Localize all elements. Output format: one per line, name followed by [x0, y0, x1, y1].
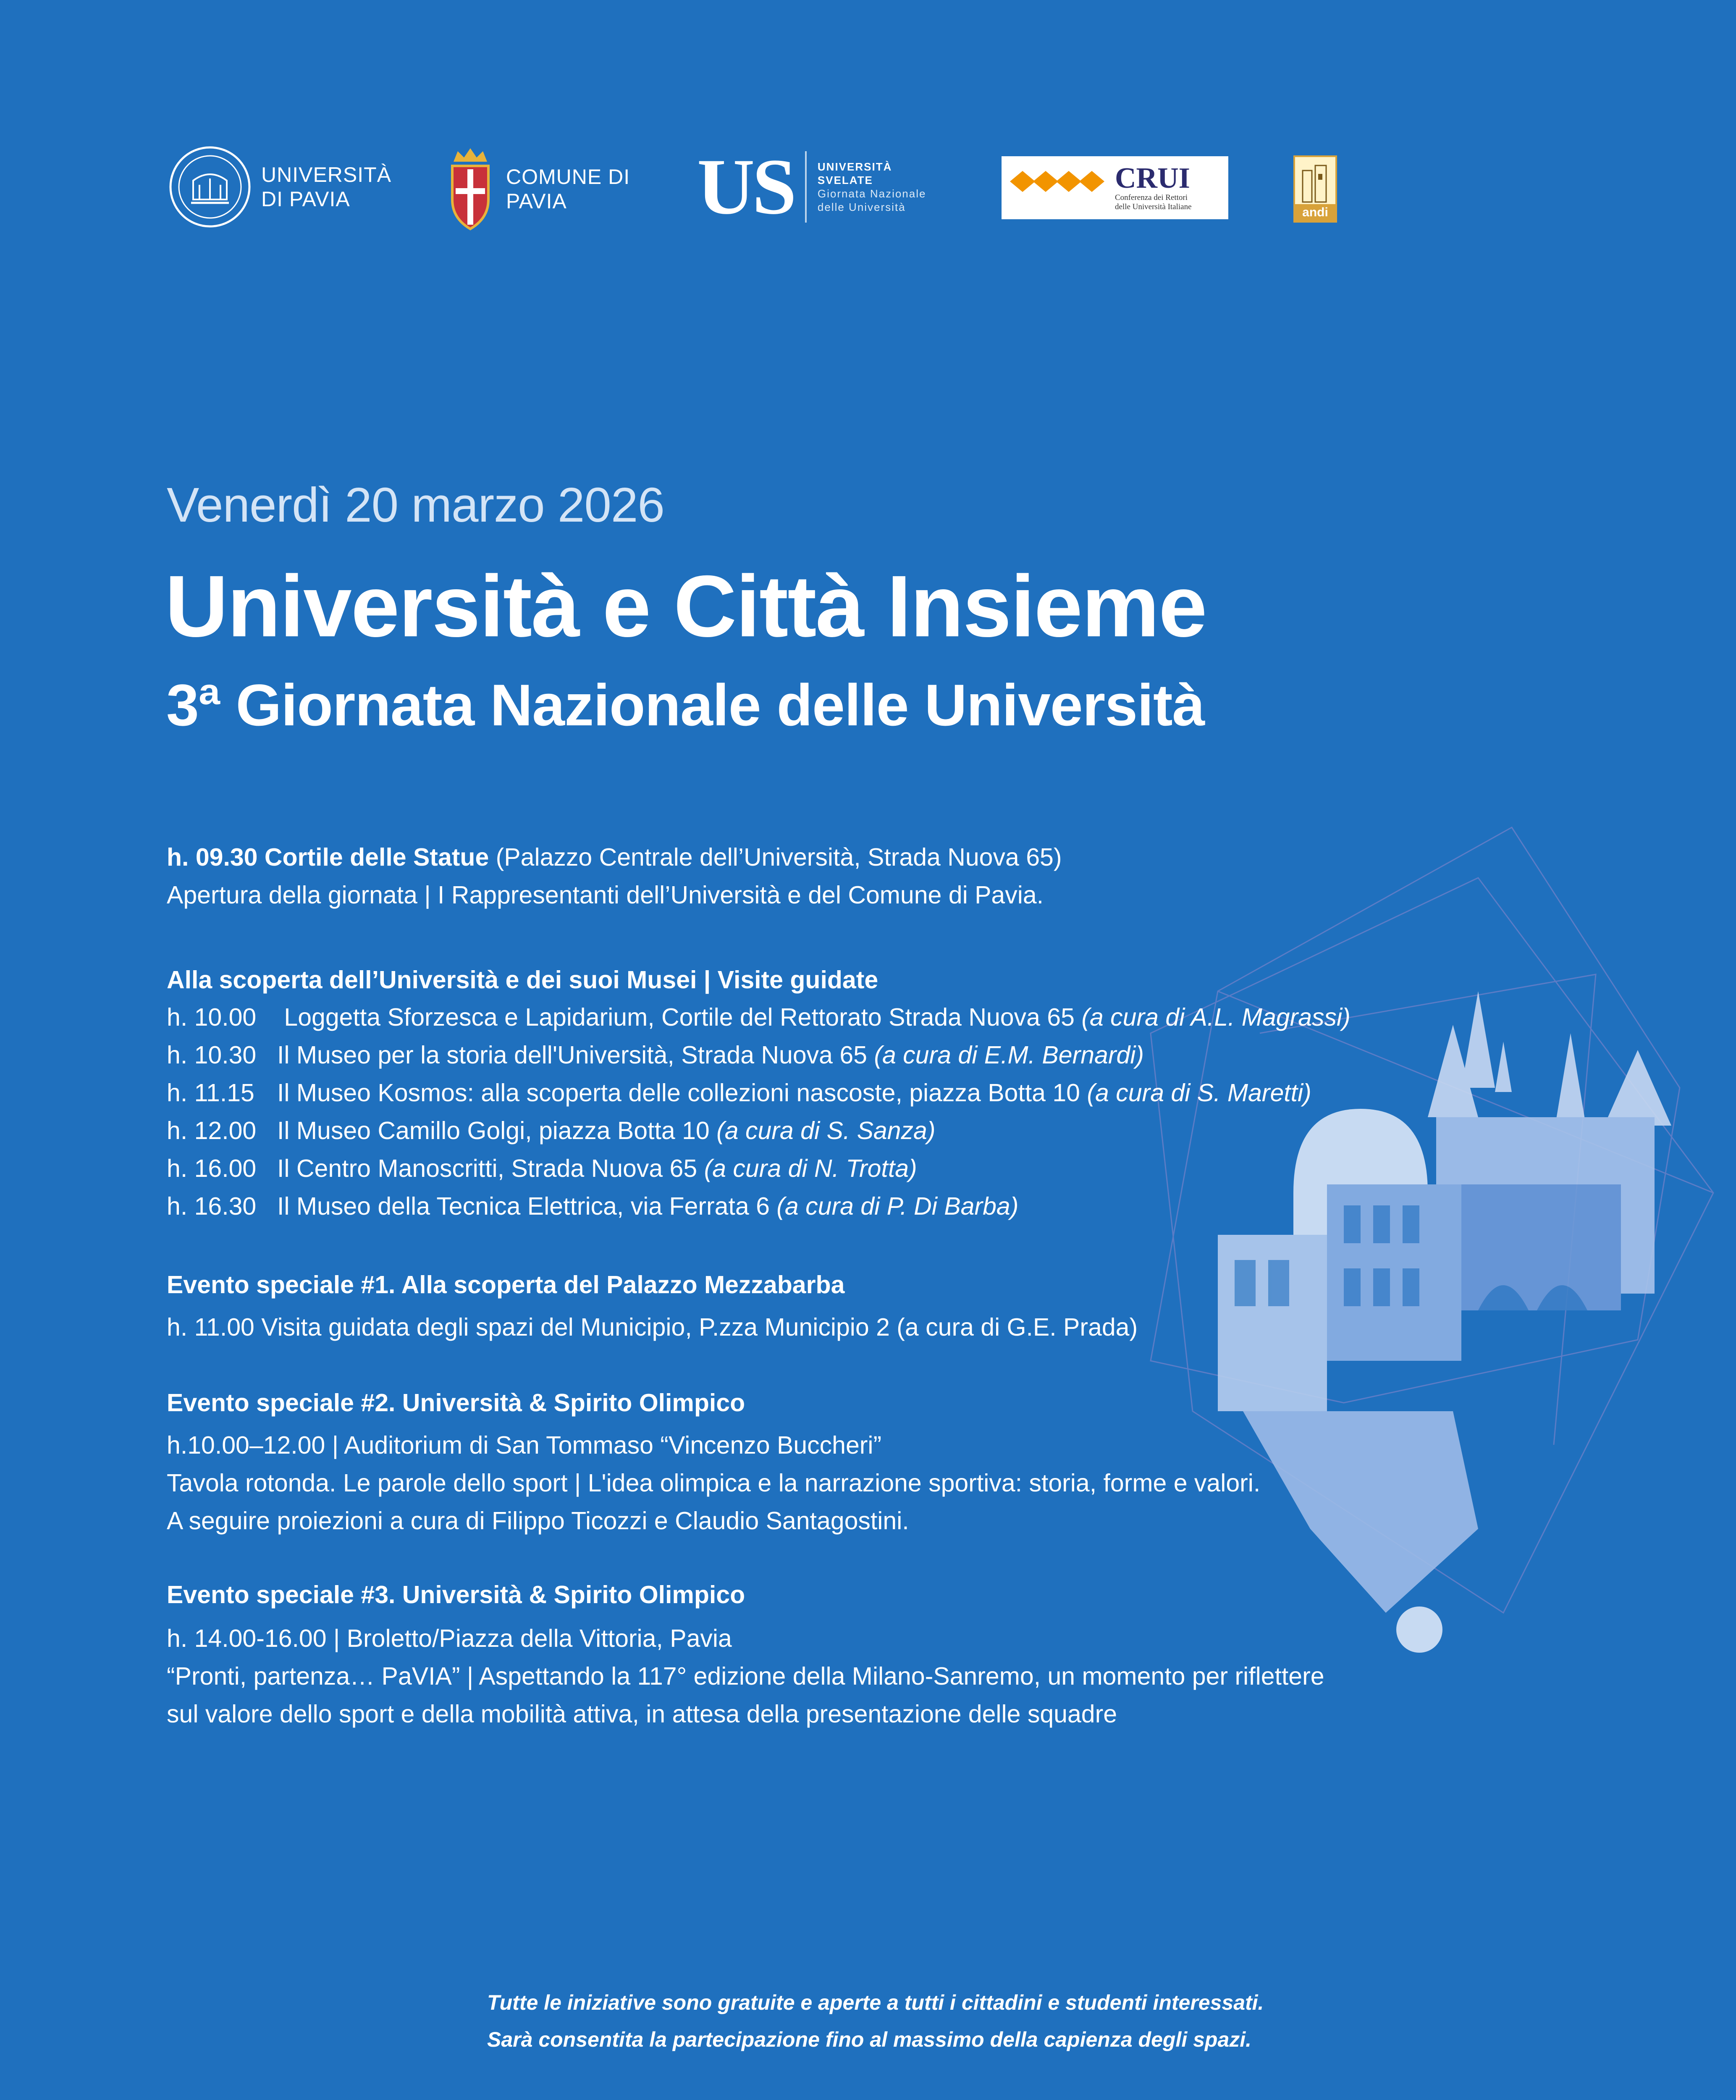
- andi-mark: andi: [1295, 204, 1335, 221]
- special2-line3: A seguire proiezioni a cura di Filippo Ticozzi e Claudio Santagostini.: [167, 1507, 909, 1535]
- tour-item: [167, 1150, 1427, 1187]
- tour-curator: (a cura di A.L. Magrassi): [1081, 1003, 1351, 1031]
- us-line4: delle Università: [817, 201, 906, 213]
- tour-curator: (a cura di S. Sanza): [716, 1117, 936, 1144]
- us-divider: [805, 151, 807, 223]
- event-date: Venerdì 20 marzo 2026: [167, 478, 664, 532]
- tour-time: h. 16.00: [167, 1155, 257, 1182]
- tour-item: [167, 1112, 1427, 1150]
- special3-line2: “Pronti, partenza… PaVIA” | Aspettando la 117° edizione della Milano-Sanremo, un momento per riflettere: [167, 1662, 1324, 1690]
- us-mark: US: [697, 143, 794, 231]
- special2-heading: Evento speciale #2. Università & Spirito Olimpico: [167, 1389, 745, 1417]
- special2-line1: h.10.00–12.00 | Auditorium di San Tommaso “Vincenzo Buccheri”: [167, 1431, 882, 1459]
- us-logo: [697, 143, 926, 231]
- note-line1: Tutte le iniziative sono gratuite e aperte a tutti i cittadini e studenti interessati.: [487, 1991, 1264, 2014]
- unipv-line1: UNIVERSITÀ: [261, 163, 392, 186]
- crui-diamonds-icon: [1002, 156, 1115, 219]
- pavia-architecture-illustration: [1134, 815, 1736, 1697]
- tour-text: Il Museo Kosmos: alla scoperta delle collezioni nascoste, piazza Botta 10: [277, 1079, 1087, 1107]
- pavia-coat-of-arms-icon: [447, 145, 493, 233]
- event-title: Università e Città Insieme: [165, 558, 1206, 655]
- unipv-seal-icon: [168, 145, 252, 229]
- tour-item: [167, 1074, 1427, 1112]
- tour-text: Il Museo per la storia dell'Università, Strada Nuova 65: [277, 1041, 874, 1069]
- tour-text: Il Museo Camillo Golgi, piazza Botta 10: [277, 1117, 717, 1144]
- note-line2: Sarà consentita la partecipazione fino al massimo della capienza degli spazi.: [487, 2028, 1252, 2051]
- tour-item: [167, 1036, 1427, 1074]
- tour-curator: (a cura di E.M. Bernardi): [874, 1041, 1144, 1069]
- tour-time: h. 12.00: [167, 1117, 257, 1144]
- special1-line1: h. 11.00 Visita guidata degli spazi del Municipio, P.zza Municipio 2 (a cura di G.E. Prada): [167, 1313, 1138, 1341]
- opening-time-place: h. 09.30 Cortile delle Statue: [167, 843, 489, 871]
- unipv-logo: [168, 145, 391, 229]
- special3-line1: h. 14.00-16.00 | Broletto/Piazza della Vittoria, Pavia: [167, 1625, 732, 1652]
- special1-heading: Evento speciale #1. Alla scoperta del Palazzo Mezzabarba: [167, 1271, 845, 1299]
- special3-line3: sul valore dello sport e della mobilità attiva, in attesa della presentazione delle squadre: [167, 1700, 1117, 1728]
- opening-line: [167, 838, 1427, 876]
- tour-time: h. 10.30: [167, 1041, 257, 1069]
- tower-icon: [1296, 162, 1334, 204]
- special3-heading: Evento speciale #3. Università & Spirito Olimpico: [167, 1581, 745, 1609]
- tours-heading: Alla scoperta dell’Università e dei suoi Musei | Visite guidate: [167, 966, 878, 994]
- crui-logo: [1002, 156, 1228, 219]
- crui-line2: delle Università Italiane: [1115, 202, 1192, 211]
- tour-curator: (a cura di S. Maretti): [1087, 1079, 1311, 1107]
- tour-time: h. 11.15: [167, 1079, 254, 1107]
- crui-mark: CRUI: [1115, 162, 1190, 194]
- opening-place-detail: (Palazzo Centrale dell’Università, Strada Nuova 65): [489, 843, 1062, 871]
- tour-item: [167, 998, 1427, 1036]
- tour-text: Loggetta Sforzesca e Lapidarium, Cortile del Rettorato Strada Nuova 65: [277, 1003, 1082, 1031]
- andi-logo: [1293, 155, 1337, 223]
- tour-curator: (a cura di N. Trotta): [704, 1155, 917, 1182]
- unipv-line2: DI PAVIA: [261, 187, 350, 211]
- us-line1: UNIVERSITÀ: [817, 160, 892, 173]
- tour-item: [167, 1187, 1427, 1225]
- tour-time: h. 10.00: [167, 1003, 257, 1031]
- comune-line1: COMUNE DI: [506, 165, 630, 189]
- comune-logo: [447, 145, 630, 233]
- us-line3: Giornata Nazionale: [817, 187, 926, 200]
- comune-line2: PAVIA: [506, 189, 567, 213]
- special2-line2: Tavola rotonda. Le parole dello sport | L'idea olimpica e la narrazione sportiva: storia, forme e valori.: [167, 1469, 1261, 1497]
- tour-time: h. 16.30: [167, 1192, 257, 1220]
- tour-text: Il Museo della Tecnica Elettrica, via Ferrata 6: [277, 1192, 777, 1220]
- crui-line1: Conferenza dei Rettori: [1115, 193, 1188, 202]
- us-line2: SVELATE: [817, 174, 873, 186]
- tour-text: Il Centro Manoscritti, Strada Nuova 65: [277, 1155, 704, 1182]
- opening-desc: Apertura della giornata | I Rappresentanti dell’Università e del Comune di Pavia.: [167, 881, 1044, 909]
- tour-curator: (a cura di P. Di Barba): [776, 1192, 1019, 1220]
- event-subtitle: 3ª Giornata Nazionale delle Università: [166, 672, 1205, 738]
